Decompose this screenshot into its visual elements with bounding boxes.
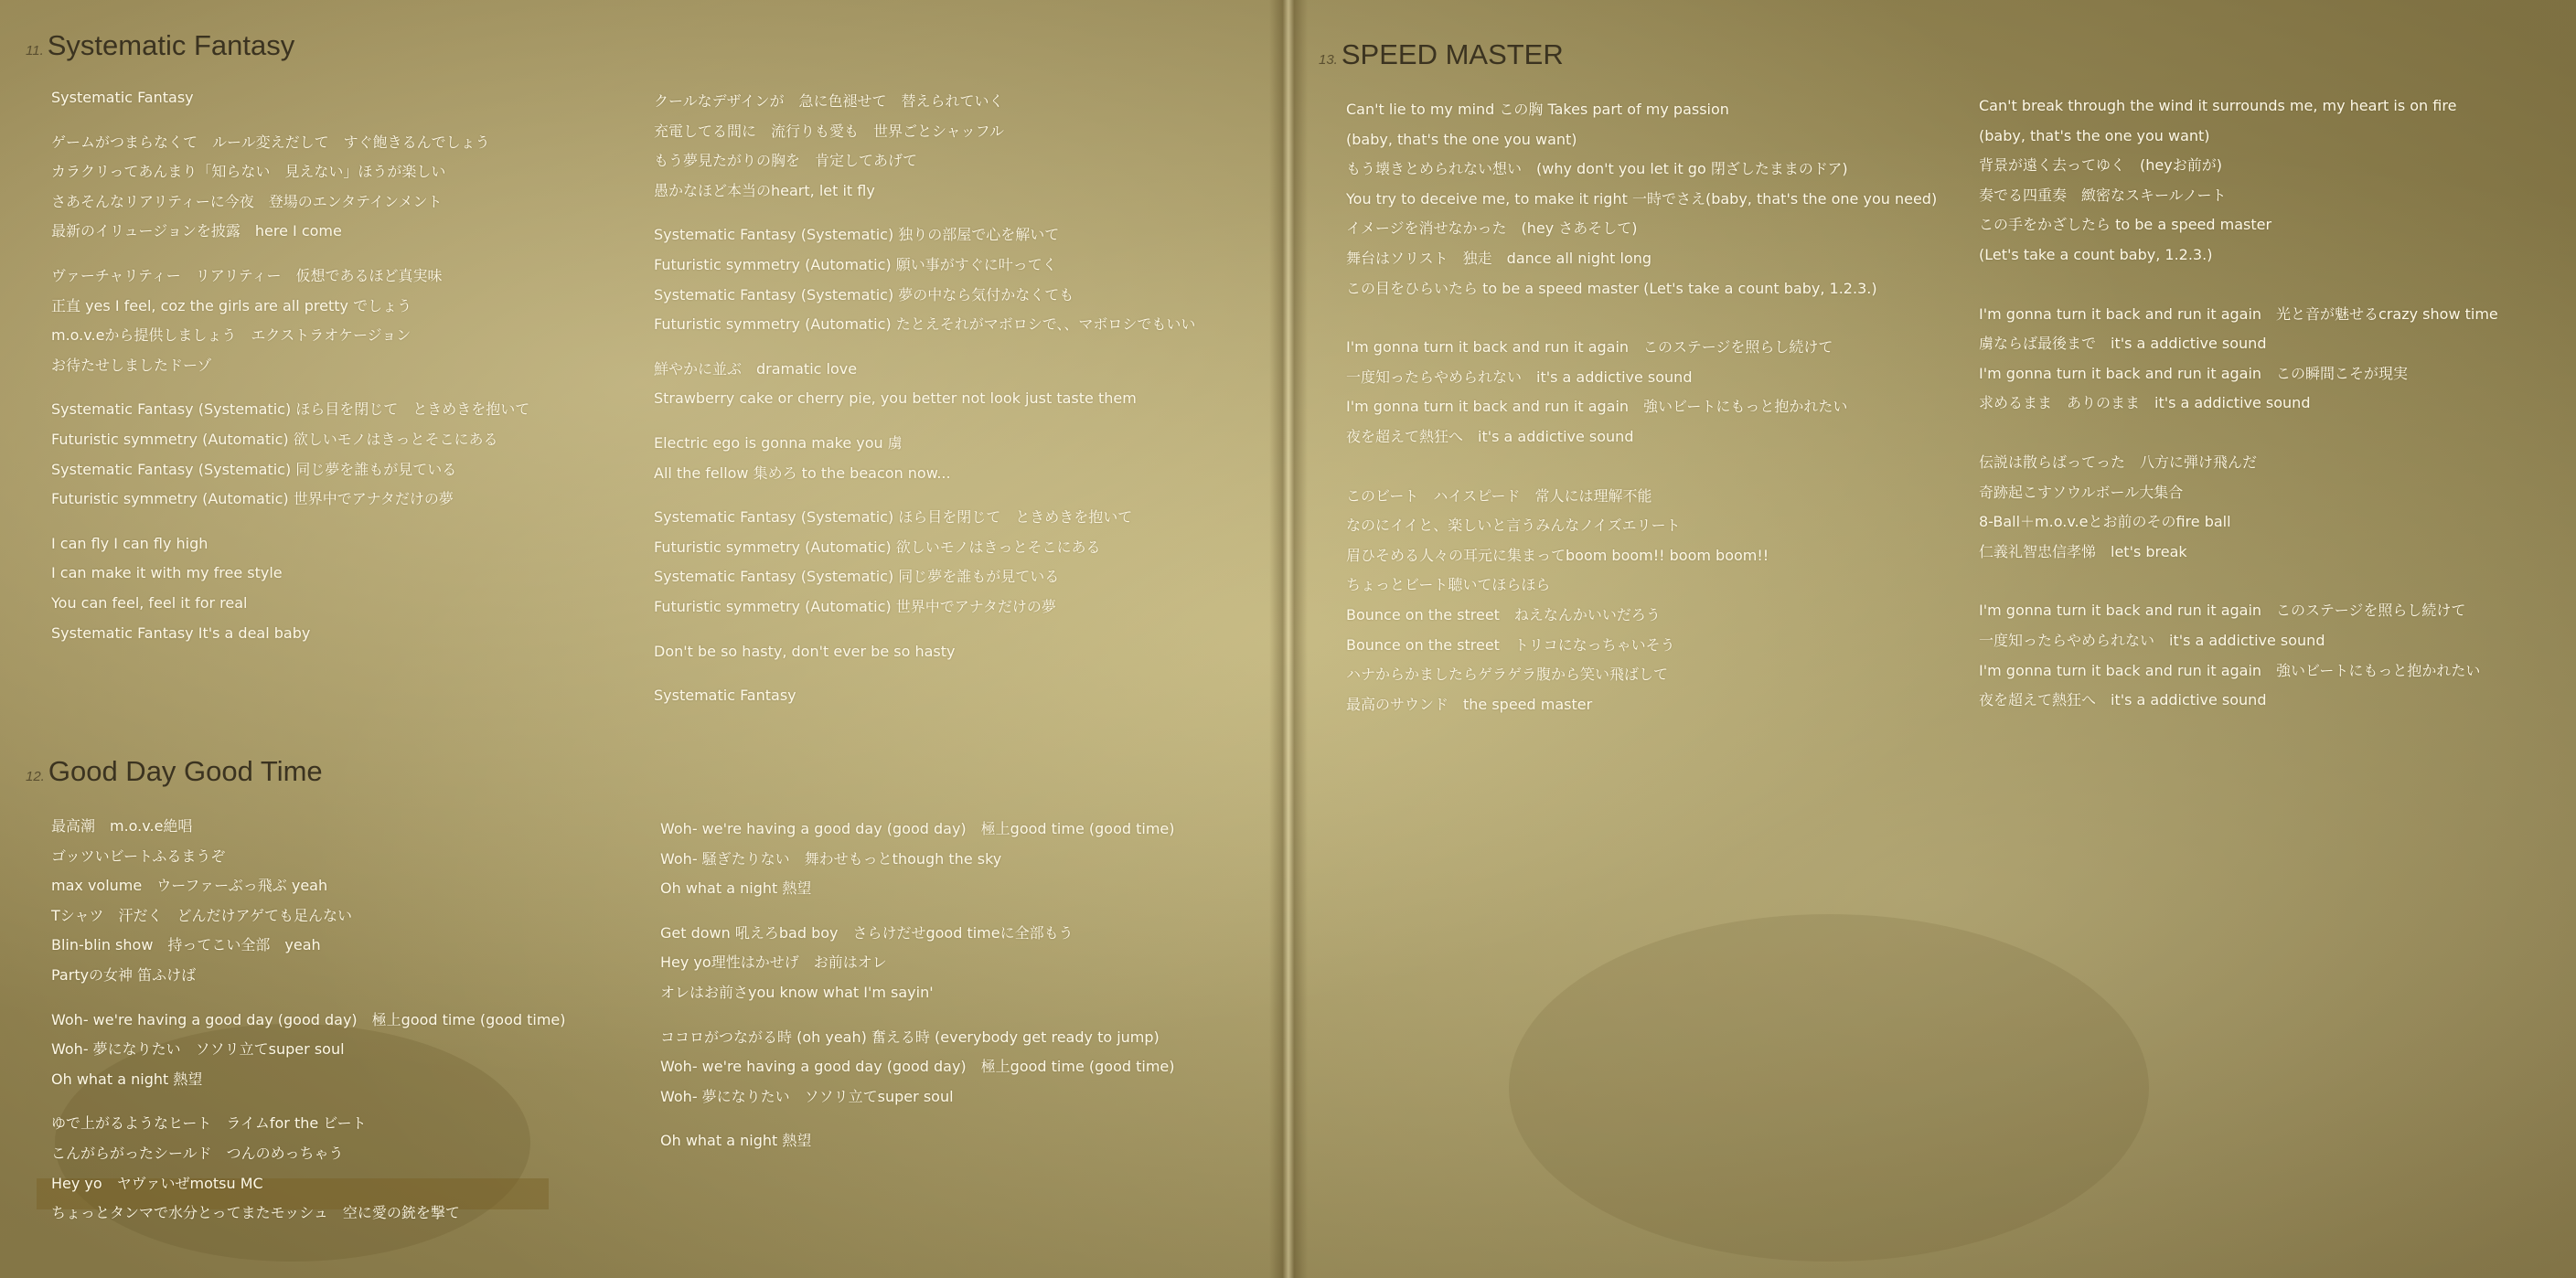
lyric-line: Systematic Fantasy (Systematic) 同じ夢を誰もが見ている bbox=[654, 568, 1060, 586]
lyric-line: m.o.v.eから提供しましょう エクストラオケージョン bbox=[51, 326, 412, 345]
lyric-line: 充電してる間に 流行りも愛も 世界ごとシャッフル bbox=[654, 122, 1005, 140]
lyric-line: Oh what a night 熱望 bbox=[660, 1132, 812, 1150]
lyric-line: イメージを消せなかった (hey さあそして) bbox=[1346, 219, 1638, 238]
lyric-line: Systematic Fantasy (Systematic) ほら目を閉じて ときめきを抱いて bbox=[51, 400, 530, 419]
lyric-line: 舞台はソリスト 独走 dance all night long bbox=[1346, 249, 1652, 267]
lyric-line: 求めるまま ありのまま it's a addictive sound bbox=[1979, 394, 2311, 412]
lyric-line: 眉ひそめる人々の耳元に集まってboom boom!! boom boom!! bbox=[1346, 546, 1769, 564]
lyric-line: Can't break through the wind it surrounds me, my heart is on fire bbox=[1979, 97, 2457, 114]
stanza-break bbox=[654, 623, 1195, 637]
lyric-line: I'm gonna turn it back and run it again 光と音が魅せるcrazy show time bbox=[1979, 304, 2498, 323]
lyric-line: ゲームがつまらなくて ルール変えだして すぐ飽きるんでしょう bbox=[51, 133, 490, 151]
stanza-break bbox=[1979, 567, 2498, 581]
lyric-line: Futuristic symmetry (Automatic) 世界中でアナタだけの夢 bbox=[654, 597, 1056, 615]
lyric-line: Systematic Fantasy It's a deal baby bbox=[51, 623, 311, 642]
lyric-line: max volume ウーファーぶっ飛ぶ yeah bbox=[51, 877, 328, 895]
lyric-line: ゆで上がるようなヒート ライムfor the ビート bbox=[51, 1114, 367, 1133]
lyrics-column bbox=[1346, 95, 1937, 719]
stanza-break bbox=[654, 666, 1195, 681]
stanza-break bbox=[1979, 285, 2498, 300]
booklet-fold bbox=[1269, 0, 1308, 1278]
lyric-line: Woh- 騒ぎたりない 舞わせもっとthough the sky bbox=[660, 849, 1002, 868]
stanza-break bbox=[51, 380, 529, 395]
track-number: 12. bbox=[26, 769, 45, 784]
lyric-line: Futuristic symmetry (Automatic) 欲しいモノはきっとそこにある bbox=[654, 538, 1101, 556]
lyrics-column bbox=[654, 87, 1195, 711]
lyric-line: こんがらがったシールド つんのめっちゃう bbox=[51, 1144, 344, 1162]
lyric-line: 虜ならば最後まで it's a addictive sound bbox=[1979, 335, 2267, 353]
song-title-text: Good Day Good Time bbox=[48, 755, 323, 787]
lyric-line: 一度知ったらやめられない it's a addictive sound bbox=[1346, 367, 1693, 386]
lyric-line: ハナからかましたらゲラゲラ腹から笑い飛ばして bbox=[1346, 666, 1669, 684]
lyric-line: (Let's take a count baby, 1.2.3.) bbox=[1979, 245, 2213, 263]
lyric-line: Don't be so hasty, don't ever be so hasty bbox=[654, 642, 956, 660]
lyric-line: ヴァーチャリティー リアリティー 仮想であるほど真実味 bbox=[51, 266, 443, 284]
lyric-line: 愚かなほど本当のheart, let it fly bbox=[654, 181, 875, 199]
lyric-line: もう夢見たがりの胸を 肯定してあげて bbox=[654, 152, 918, 170]
lyric-line: 背景が遠く去ってゆく (heyお前が) bbox=[1979, 156, 2222, 175]
lyric-line: Systematic Fantasy bbox=[654, 687, 796, 705]
lyric-line: Electric ego is gonna make you 虜 bbox=[654, 433, 903, 452]
lyric-line: Tシャツ 汗だく どんだけアゲても足んない bbox=[51, 906, 352, 924]
lyric-line: なのにイイと、楽しいと言うみんなノイズエリート bbox=[1346, 517, 1681, 535]
stanza-break bbox=[1346, 467, 1937, 482]
lyric-line: Futuristic symmetry (Automatic) 世界中でアナタだけの夢 bbox=[51, 490, 454, 508]
lyrics-column bbox=[1979, 91, 2498, 716]
lyric-line: Woh- 夢になりたい ソソリ立てsuper soul bbox=[51, 1040, 345, 1059]
lyric-line: Can't lie to my mind この胸 Takes part of my passion bbox=[1346, 101, 1729, 118]
lyric-line: さあそんなリアリティーに今夜 登場のエンタテインメント bbox=[51, 192, 443, 210]
stanza-break bbox=[51, 991, 566, 1006]
lyric-line: ちょっとタンマで水分とってまたモッシュ 空に愛の銃を撃て bbox=[51, 1204, 460, 1222]
stanza-break bbox=[660, 1008, 1175, 1023]
lyric-line: (baby, that's the one you want) bbox=[1979, 126, 2210, 144]
lyric-line: Woh- we're having a good day (good day) 極上good time (good time) bbox=[51, 1010, 566, 1028]
lyric-line: 8-Ball＋m.o.v.eとお前のそのfire ball bbox=[1979, 513, 2231, 531]
lyrics-column bbox=[51, 812, 566, 1229]
song-title bbox=[26, 755, 323, 788]
lyric-line: ココロがつながる時 (oh yeah) 奮える時 (everybody get ready to jump) bbox=[660, 1028, 1160, 1046]
lyric-line: Strawberry cake or cherry pie, you better not look just taste them bbox=[654, 389, 1137, 408]
lyric-line: 最高潮 m.o.v.e絶唱 bbox=[51, 817, 193, 835]
lyric-line: Systematic Fantasy (Systematic) 同じ夢を誰もが見ている bbox=[51, 460, 457, 478]
lyric-line: Woh- 夢になりたい ソソリ立てsuper soul bbox=[660, 1087, 954, 1105]
lyrics-column bbox=[51, 83, 529, 648]
lyric-line: Futuristic symmetry (Automatic) 欲しいモノはきっとそこにある bbox=[51, 430, 498, 448]
lyric-line: Blin-blin show 持ってこい全部 yeah bbox=[51, 936, 321, 954]
lyric-line: 正直 yes I feel, coz the girls are all pretty でしょう bbox=[51, 296, 412, 314]
lyric-line: Systematic Fantasy bbox=[51, 89, 194, 106]
lyric-line: Futuristic symmetry (Automatic) たとえそれがマボロシで、、マボロシでもいい bbox=[654, 315, 1196, 334]
lyric-line: (baby, that's the one you want) bbox=[1346, 130, 1577, 148]
stanza-break bbox=[660, 904, 1175, 919]
stanza-break bbox=[1979, 433, 2498, 448]
stanza-break bbox=[654, 488, 1195, 503]
lyric-line: Get down 吼えろbad boy さらけだせgood timeに全部もう bbox=[660, 923, 1074, 942]
lyric-line: You try to deceive me, to make it right 一時でさえ(baby, that's the one you need) bbox=[1346, 189, 1938, 208]
lyric-line: 最高のサウンド the speed master bbox=[1346, 695, 1593, 713]
lyric-line: Partyの女神 笛ふけば bbox=[51, 965, 197, 984]
lyric-line: Woh- we're having a good day (good day) 極上good time (good time) bbox=[660, 1058, 1175, 1076]
lyric-line: 夜を超えて熱狂へ it's a addictive sound bbox=[1346, 427, 1634, 445]
track-number: 13. bbox=[1319, 52, 1338, 68]
lyric-line: I'm gonna turn it back and run it again 強いビートにもっと抱かれたい bbox=[1346, 398, 1848, 416]
stanza-break bbox=[51, 247, 529, 261]
lyric-line: Hey yo ヤヴァいぜmotsu MC bbox=[51, 1174, 263, 1192]
song-title-text: Systematic Fantasy bbox=[47, 29, 295, 61]
lyric-line: I'm gonna turn it back and run it again このステージを照らし続けて bbox=[1979, 602, 2466, 620]
lyric-line: Oh what a night 熱望 bbox=[660, 879, 812, 898]
lyric-line: Systematic Fantasy (Systematic) 夢の中なら気付かなくても bbox=[654, 285, 1074, 304]
lyric-line: 夜を超えて熱狂へ it's a addictive sound bbox=[1979, 691, 2267, 709]
track-number: 11. bbox=[26, 43, 44, 59]
lyric-line: Oh what a night 熱望 bbox=[51, 1070, 203, 1088]
lyric-line: 奏でる四重奏 緻密なスキールノート bbox=[1979, 186, 2227, 204]
lyric-line: Woh- we're having a good day (good day) 極上good time (good time) bbox=[660, 820, 1175, 837]
lyric-line: ゴッツいビートふるまうぞ bbox=[51, 847, 226, 865]
lyric-line: Systematic Fantasy (Systematic) 独りの部屋で心を解いて bbox=[654, 226, 1060, 244]
lyric-line: Hey yo理性はかせげ お前はオレ bbox=[660, 953, 887, 972]
lyric-line: I'm gonna turn it back and run it again この瞬間こそが現実 bbox=[1979, 364, 2409, 382]
lyric-line: オレはお前さyou know what I'm sayin' bbox=[660, 983, 934, 1001]
lyric-line: カラクリってあんまり「知らない 見えない」ほうが楽しい bbox=[51, 163, 446, 181]
lyric-line: お待たせしましたドーゾ bbox=[51, 356, 212, 374]
stanza-break bbox=[51, 113, 529, 128]
lyric-line: 鮮やかに並ぶ dramatic love bbox=[654, 359, 858, 378]
song-title bbox=[1319, 38, 1564, 71]
stanza-break bbox=[654, 206, 1195, 220]
lyric-line: I can fly I can fly high bbox=[51, 534, 208, 552]
lyric-line: All the fellow 集めろ to the beacon now... bbox=[654, 463, 951, 482]
stanza-break bbox=[1979, 419, 2498, 433]
stanza-break bbox=[654, 340, 1195, 355]
lyric-line: このビート ハイスピード 常人には理解不能 bbox=[1346, 486, 1652, 505]
lyric-line: この手をかざしたら to be a speed master bbox=[1979, 216, 2272, 234]
lyric-line: クールなデザインが 急に色褪せて 替えられていく bbox=[654, 92, 1004, 110]
lyric-line: Systematic Fantasy (Systematic) ほら目を閉じて ときめきを抱いて bbox=[654, 508, 1133, 527]
lyric-line: 一度知ったらやめられない it's a addictive sound bbox=[1979, 631, 2325, 649]
lyric-line: Futuristic symmetry (Automatic) 願い事がすぐに叶ってく bbox=[654, 255, 1057, 273]
lyric-line: You can feel, feel it for real bbox=[51, 593, 248, 612]
lyric-line: I'm gonna turn it back and run it again 強いビートにもっと抱かれたい bbox=[1979, 661, 2481, 679]
stanza-break bbox=[1346, 304, 1937, 318]
lyric-line: 最新のイリュージョンを披露 here I come bbox=[51, 222, 342, 240]
lyric-line: 仁義礼智忠信孝悌 let's break bbox=[1979, 542, 2187, 560]
lyric-line: もう壊きとめられない想い (why don't you let it go 閉ざしたままのドア) bbox=[1346, 160, 1848, 178]
lyrics-column bbox=[660, 815, 1175, 1156]
song-title-text: SPEED MASTER bbox=[1341, 38, 1564, 70]
stanza-break bbox=[1979, 581, 2498, 596]
lyric-line: 奇跡起こすソウルボール大集合 bbox=[1979, 483, 2184, 501]
lyric-line: Bounce on the street ねえなんかいいだろう bbox=[1346, 605, 1661, 623]
lyric-line: I can make it with my free style bbox=[51, 564, 283, 582]
lyric-line: Bounce on the street トリコになっちゃいそう bbox=[1346, 635, 1675, 654]
stanza-break bbox=[51, 1094, 566, 1109]
stanza-break bbox=[654, 414, 1195, 429]
stanza-break bbox=[51, 515, 529, 529]
lyric-line: ちょっとビート聴いてほらほら bbox=[1346, 576, 1551, 594]
stanza-break bbox=[660, 1112, 1175, 1126]
stanza-break bbox=[1346, 453, 1937, 467]
lyric-line: この目をひらいたら to be a speed master (Let's take a count baby, 1.2.3.) bbox=[1346, 279, 1877, 297]
song-title bbox=[26, 29, 294, 62]
lyric-line: 伝説は散らばってった 八方に弾け飛んだ bbox=[1979, 453, 2258, 471]
paper-stain bbox=[1509, 914, 2149, 1262]
stanza-break bbox=[1346, 318, 1937, 333]
stanza-break bbox=[1979, 271, 2498, 285]
lyric-line: I'm gonna turn it back and run it again このステージを照らし続けて bbox=[1346, 338, 1833, 357]
